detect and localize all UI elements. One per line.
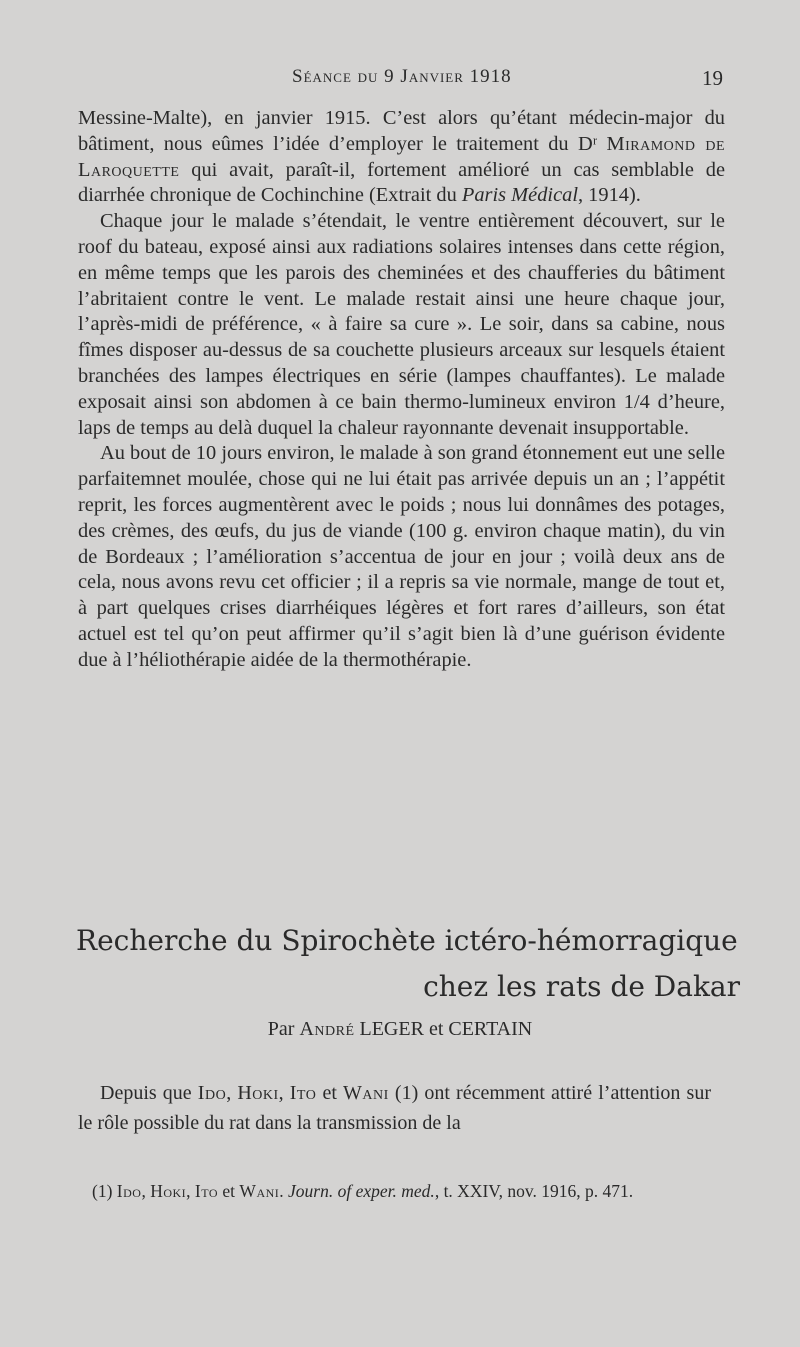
footnote <box>92 1180 732 1202</box>
intro-sep-2: , <box>278 1082 290 1104</box>
byline-coauthor: et CERTAIN <box>423 1018 533 1040</box>
journal-title: Paris Médical <box>461 184 578 207</box>
footnote-sep-4: . <box>279 1181 289 1201</box>
running-head: Séance du 9 Janvier 1918 <box>292 66 512 87</box>
cited-author-1: Ido <box>197 1082 227 1104</box>
footnote-sep-3: et <box>218 1181 240 1201</box>
byline-author-first: André <box>299 1018 355 1040</box>
paragraph-1 <box>78 106 725 209</box>
footnote-author-2: Hoki <box>150 1181 187 1201</box>
page-header <box>0 66 800 96</box>
footnote-author-1: Ido <box>116 1181 142 1201</box>
article-title-line-2: chez les rats de Dakar <box>423 970 740 1003</box>
article-intro <box>78 1078 711 1138</box>
footnote-journal: Journ. of exper. med. <box>288 1181 435 1201</box>
paragraph-1-text-c: , 1914). <box>577 184 641 207</box>
page-number: 19 <box>702 66 723 90</box>
footnote-author-3: Ito <box>194 1181 219 1201</box>
intro-paragraph <box>78 1078 711 1138</box>
footnote-author-4: Wani <box>239 1181 280 1201</box>
cited-author-2: Hoki <box>237 1082 279 1104</box>
body-text <box>78 106 725 674</box>
intro-text-b: (1) ont récemment attiré l’attention sur le rôle possible du rat dans la transmission de la <box>78 1082 711 1134</box>
paragraph-3: Au bout de 10 jours environ, le malade à son grand étonnement eut une selle parfaitemnet moulée, chose qui ne lui était pas arrivée depuis un an ; l’appétit reprit, les forces augmentèrent avec le poids ; nous lui donnâmes des potages, des crèmes, des œufs, du jus de viande (100 g. environ chaque matin), du vin de Bordeaux ; l’amélioration s’accentua de jour en jour ; voilà deux ans de cela, nous avons revu cet officier ; il a repris sa vie normale, mange de tout et, à part quelques crises diarrhéiques légères et fort rares d’ailleurs, son état actuel est tel qu’on peut affirmer qu’il s’agit bien là d’une guérison évidente due à l’héliothérapie aidée de la thermothérapie. <box>78 442 725 671</box>
intro-sep-1: , <box>226 1082 238 1104</box>
intro-text-a: Depuis que <box>100 1082 198 1104</box>
byline-prefix: Par <box>267 1018 300 1040</box>
cited-author-3: Ito <box>289 1082 317 1104</box>
footnote-mark: (1) <box>92 1181 117 1201</box>
paragraph-2: Chaque jour le malade s’étendait, le ventre entièrement découvert, sur le roof du bateau, exposé ainsi aux radiations solaires intenses dans cette région, en même temps que les parois des cheminées et des chaufferies du bâtiment l’abritaient contre le vent. Le malade restait ainsi une heure chaque jour, l’après-midi de préférence, « à faire sa cure ». Le soir, dans sa cabine, nous fîmes disposer au-dessus de sa couchette plusieurs arceaux sur lesquels étaient branchées des lampes électriques en série (lampes chauffantes). Le malade exposait ainsi son abdomen à ce bain thermo-lumineux environ 1/4 d’heure, laps de temps au delà duquel la chaleur rayonnante devenait insupportable. <box>78 210 725 439</box>
article-title <box>76 918 740 1010</box>
article-title-line-1: Recherche du Spirochète ictéro-hémorragique <box>76 924 738 957</box>
paragraph-1-text-a: Messine-Malte), en janvier 1915. C’est alors qu’étant médecin-major du bâtiment, nous eûmes l’idée d’employer le traitement du Dʳ <box>78 107 725 155</box>
byline-author-last: LEGER <box>354 1018 424 1040</box>
intro-sep-3: et <box>316 1082 344 1104</box>
footnote-sep-1: , <box>141 1181 151 1201</box>
article-byline <box>0 1018 800 1041</box>
footnote-sep-2: , <box>186 1181 195 1201</box>
footnote-tail: , t. XXIV, nov. 1916, p. 471. <box>434 1181 634 1201</box>
paragraph-1-text-b: qui avait, paraît-il, fortement amélioré un cas semblable de diarrhée chronique de Cochinchine (Extrait du <box>78 158 725 207</box>
author-name: Miramond de Laroquette <box>78 132 726 181</box>
cited-author-4: Wani <box>343 1082 389 1104</box>
